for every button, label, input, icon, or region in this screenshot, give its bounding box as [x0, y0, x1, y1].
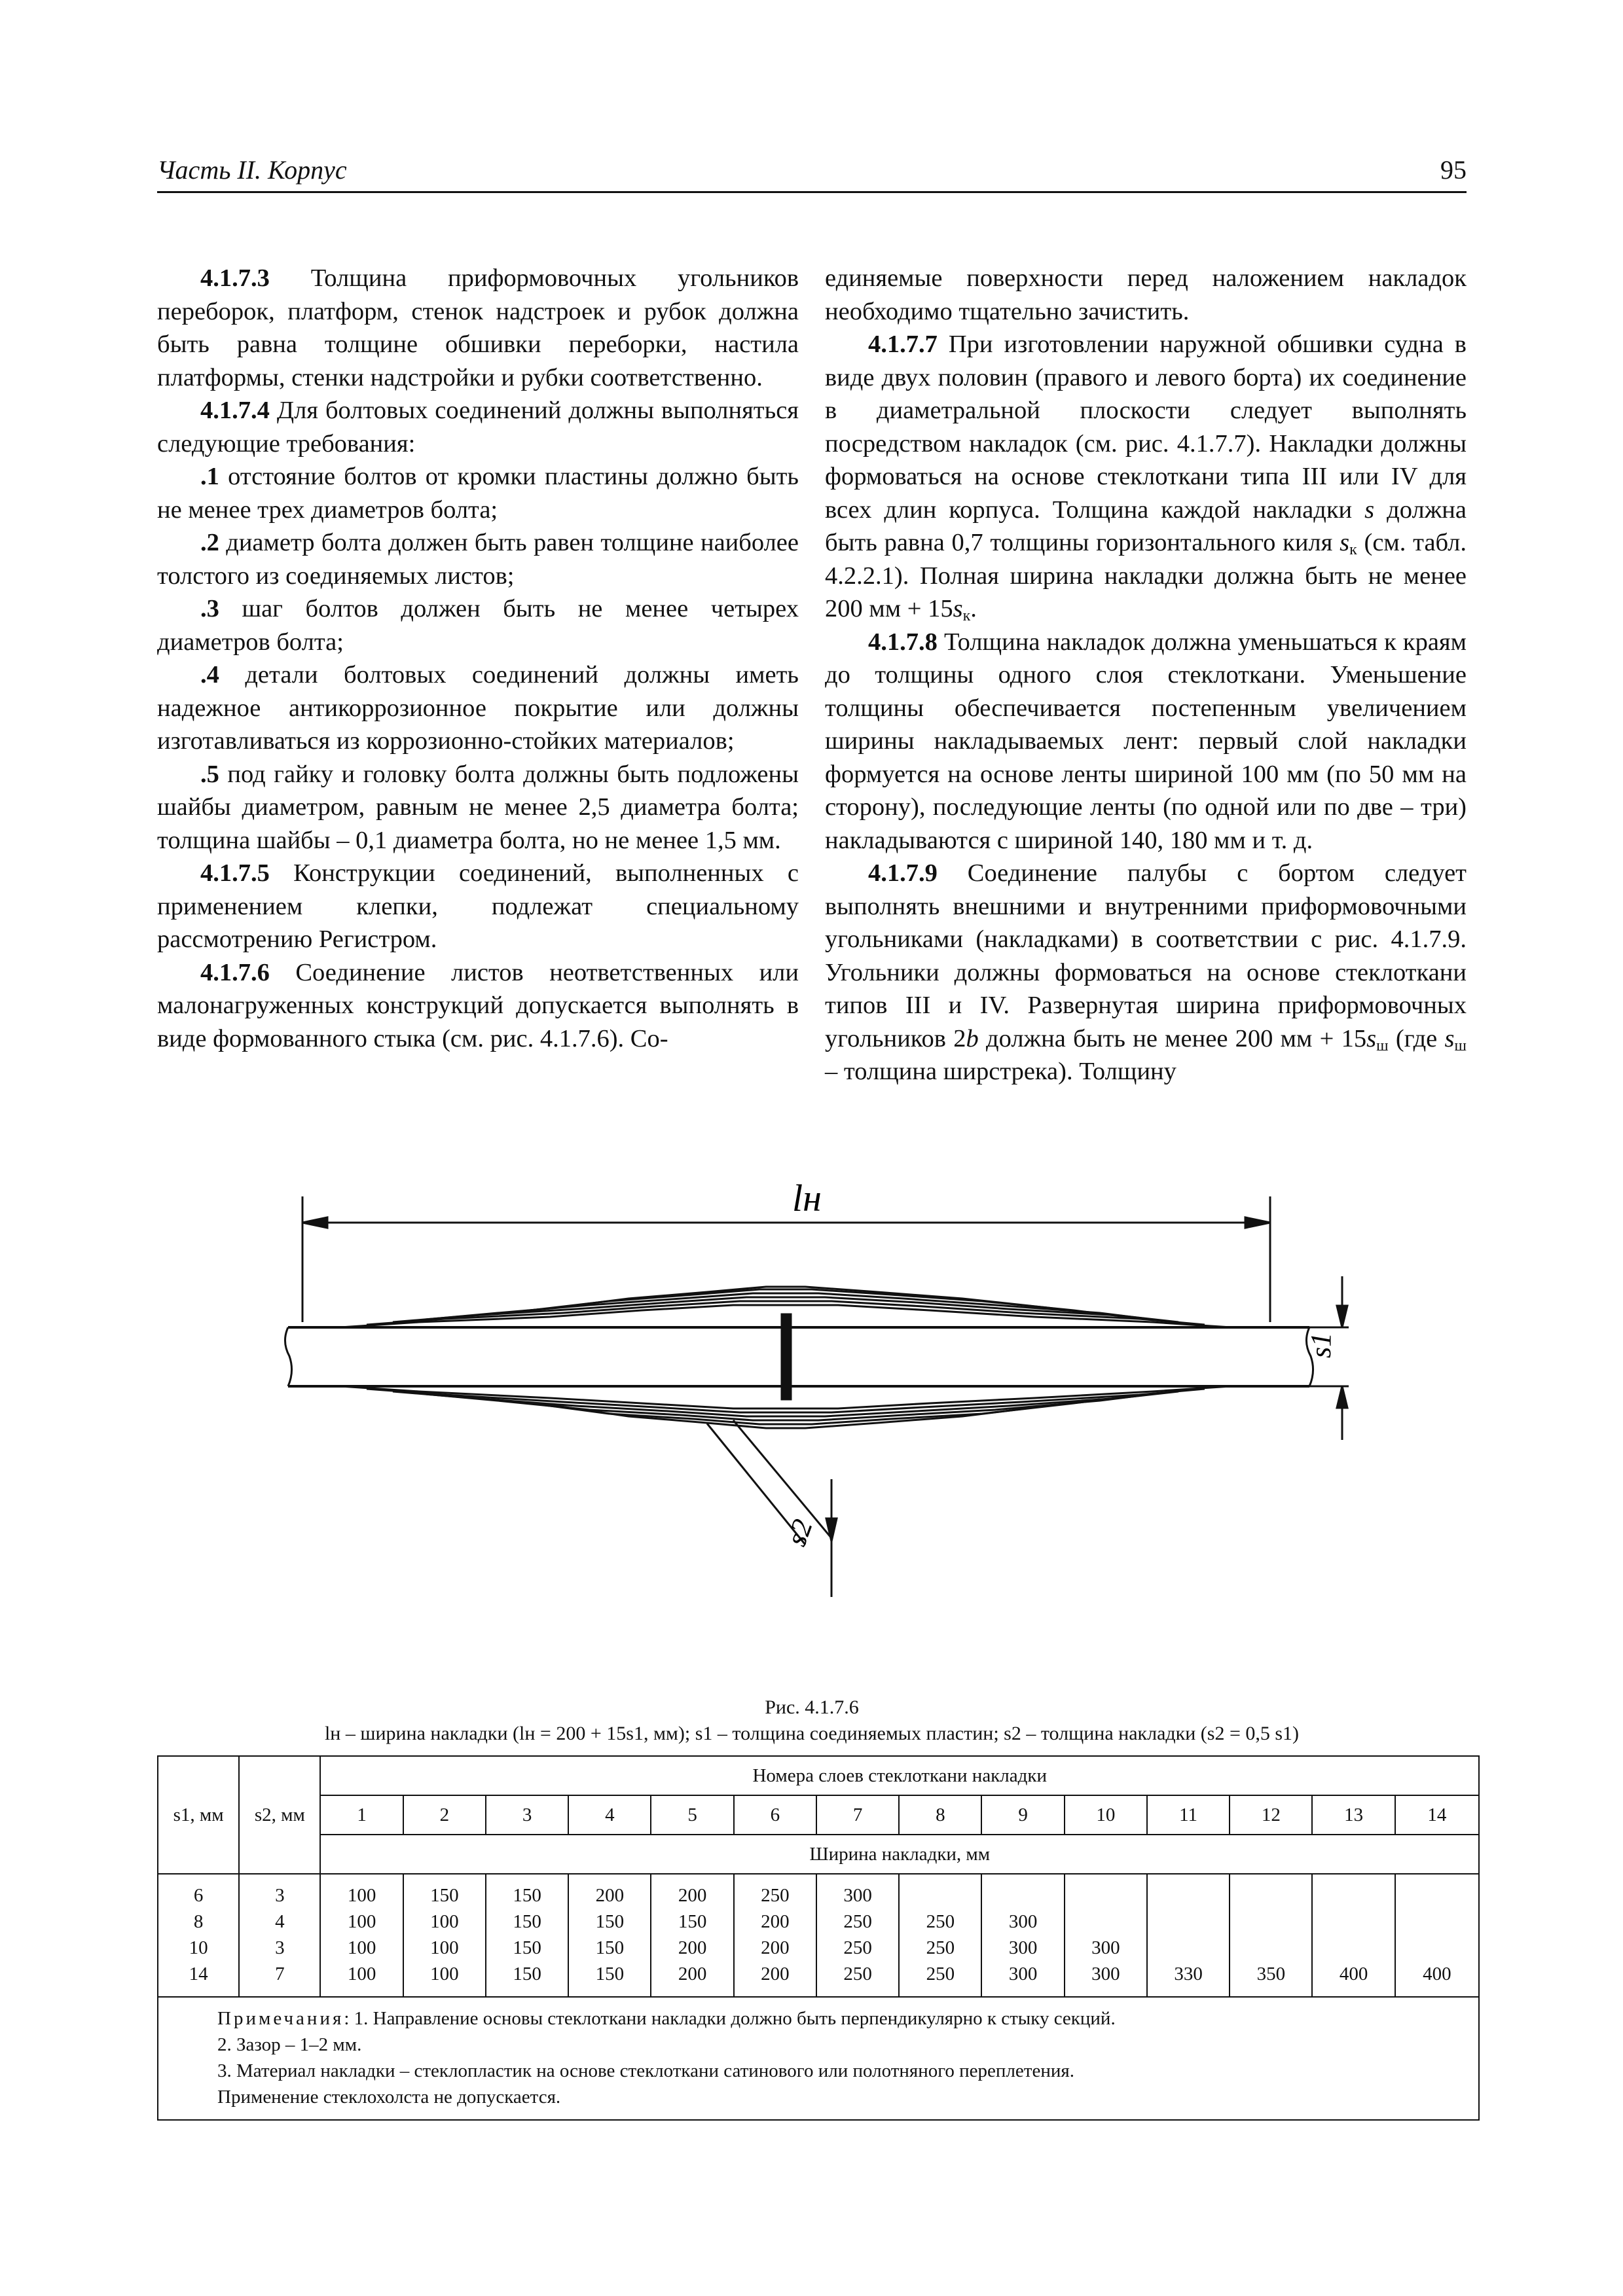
- layer-number-cell: 6: [734, 1795, 816, 1835]
- cell-width: [1395, 1935, 1479, 1961]
- label-s1: s1: [1305, 1332, 1337, 1358]
- clause-text: (где: [1388, 1024, 1445, 1052]
- cell-width: 100: [320, 1909, 403, 1935]
- table-notes: [158, 1997, 1479, 2120]
- cell-width: 100: [320, 1961, 403, 1997]
- symbol-s: s: [1340, 529, 1350, 556]
- left-column: [157, 262, 799, 1055]
- paragraph-4-1-7-6: [157, 956, 799, 1056]
- cell-width: 250: [816, 1909, 899, 1935]
- subscript: к: [962, 607, 971, 624]
- cell-width: [981, 1874, 1064, 1909]
- header-s1: s1, мм: [158, 1756, 239, 1874]
- layer-number-cell: 10: [1065, 1795, 1147, 1835]
- cell-width: 150: [651, 1909, 733, 1935]
- clause-text: (см. табл. 4.2.2.1). Полная ширина накладки должна быть не менее 200 мм + 15: [825, 529, 1467, 622]
- page-number: 95: [1440, 155, 1467, 185]
- joint-gap: [782, 1314, 791, 1399]
- arrow-left-icon: [302, 1217, 327, 1228]
- symbol-s: s: [1366, 1024, 1377, 1052]
- cell-width: 300: [981, 1909, 1064, 1935]
- cell-width: 200: [651, 1874, 733, 1909]
- cell-width: 150: [568, 1961, 651, 1997]
- header-width: Ширина накладки, мм: [320, 1835, 1479, 1874]
- part-title: Часть II. Корпус: [157, 155, 347, 185]
- table-row: [158, 1874, 1479, 1909]
- cell-width: 150: [403, 1874, 486, 1909]
- butt-joint-drawing: [275, 1165, 1362, 1610]
- note-2: 2. Зазор – 1–2 мм.: [217, 2034, 362, 2055]
- clause-text: Толщина приформовочных угольников переборок, платформ, стенок надстроек и рубок должна быть равна толщине обшивки переборки, настила платформы, стенки надстройки и рубки соответственно.: [157, 264, 799, 391]
- cell-width: 150: [486, 1935, 568, 1961]
- clause-text: При изготовлении наружной обшивки судна в виде двух половин (правого и левого борта) их соединение в диаметральной плоскости следует выполнять посредством накладок (см. рис. 4.1.7.7). Накладки должны формоваться на основе стеклоткани типа III или IV для всех длин корпуса. Толщина каждой накладки: [825, 331, 1467, 524]
- cell-width: 300: [1065, 1935, 1147, 1961]
- table-row: [158, 1961, 1479, 1997]
- cell-width: [899, 1874, 981, 1909]
- clause-number: 4.1.7.7: [868, 331, 938, 358]
- label-s2: s2: [780, 1515, 819, 1551]
- note-3: 3. Материал накладки – стеклопластик на основе стеклоткани сатинового или полотняного переплетения.: [217, 2060, 1074, 2081]
- cell-width: 250: [816, 1961, 899, 1997]
- layer-number-cell: 14: [1395, 1795, 1479, 1835]
- item-number: .1: [200, 463, 219, 490]
- cell-width: 200: [651, 1935, 733, 1961]
- layer-number-cell: 11: [1147, 1795, 1230, 1835]
- cell-width: 400: [1312, 1961, 1395, 1997]
- item-number: .5: [200, 760, 219, 788]
- figure-caption-text: lн – ширина накладки (lн = 200 + 15s1, мм); s1 – толщина соединяемых пластин; s2 – толщина накладки (s2 = 0,5 s1): [324, 1723, 1300, 1744]
- cell-width: [1065, 1909, 1147, 1935]
- cell-width: 250: [816, 1935, 899, 1961]
- cell-width: 400: [1395, 1961, 1479, 1997]
- cell-width: [1395, 1874, 1479, 1909]
- clause-text: должна быть равна 0,7 толщины горизонтального киля: [825, 495, 1467, 556]
- clause-text: Соединение палубы с бортом следует выполнять внешними и внутренними приформовочными угольниками (накладками) в соответствии с рис. 4.1.7.9. Угольники должны формоваться на основе стеклоткани типов III и IV. Развернутая ширина приформовочных угольников 2: [825, 859, 1467, 1052]
- item-text: диаметр болта должен быть равен толщине наиболее толстого из соединяемых листов;: [157, 529, 799, 590]
- cell-width: 200: [568, 1874, 651, 1909]
- cell-s1: 8: [158, 1909, 239, 1935]
- item-text: под гайку и головку болта должны быть подложены шайбы диаметром, равным не менее 2,5 диаметра болта; толщина шайбы – 0,1 диаметра болта, но не менее 1,5 мм.: [157, 760, 799, 854]
- cell-width: 300: [981, 1935, 1064, 1961]
- cell-width: 250: [899, 1961, 981, 1997]
- cell-s2: 7: [239, 1961, 320, 1997]
- item-number: .4: [200, 661, 219, 689]
- paragraph-4-1-7-4: [157, 394, 799, 460]
- note-1: : 1. Направление основы стеклоткани накладки должно быть перпендикулярно к стыку секций.: [344, 2008, 1116, 2029]
- right-column: [825, 262, 1467, 1088]
- cell-s2: 3: [239, 1874, 320, 1909]
- cell-width: 150: [568, 1909, 651, 1935]
- list-item-2: [157, 526, 799, 592]
- cell-width: 350: [1230, 1961, 1312, 1997]
- break-line-left: [285, 1327, 291, 1386]
- clause-number: 4.1.7.5: [200, 859, 270, 887]
- subscript: ш: [1376, 1037, 1389, 1054]
- cell-width: 250: [899, 1909, 981, 1935]
- layer-number-cell: 7: [816, 1795, 899, 1835]
- clause-number: 4.1.7.9: [868, 859, 938, 887]
- clause-text: Конструкции соединений, выполненных с применением клепки, подлежат специальному рассмотрению Регистром.: [157, 859, 799, 953]
- item-text: детали болтовых соединений должны иметь надежное антикоррозионное покрытие или должны изготавливаться из коррозионно-стойких материалов;: [157, 661, 799, 755]
- clause-text: – толщина ширстрека). Толщину: [825, 1058, 1176, 1085]
- list-item-4: [157, 658, 799, 758]
- layer-number-cell: 8: [899, 1795, 981, 1835]
- item-number: .2: [200, 529, 219, 556]
- cell-width: [1312, 1874, 1395, 1909]
- clause-text: Толщина накладок должна уменьшаться к краям до толщины одного слоя стеклоткани. Уменьшение толщины обеспечивается постепенным увеличением ширины накладываемых лент: первый слой накладки формуется на основе ленты шириной 100 мм (по 50 мм на сторону), последующие ленты (по одной или по две – три) накладываются с шириной 140, 180 мм и т. д.: [825, 628, 1467, 854]
- layer-number-row: [158, 1795, 1479, 1835]
- page-header: [157, 152, 1467, 193]
- cell-width: 200: [734, 1935, 816, 1961]
- header-s2: s2, мм: [239, 1756, 320, 1874]
- cell-width: 300: [981, 1961, 1064, 1997]
- header-layers: Номера слоев стеклоткани накладки: [320, 1756, 1479, 1795]
- clause-text: Для болтовых соединений должны выполняться следующие требования:: [157, 397, 799, 457]
- cell-width: 100: [403, 1935, 486, 1961]
- note-4: Применение стеклохолста не допускается.: [217, 2087, 561, 2108]
- cell-width: 200: [734, 1909, 816, 1935]
- layer-number-cell: 2: [403, 1795, 486, 1835]
- list-item-1: [157, 460, 799, 526]
- symbol-b: b: [966, 1024, 979, 1052]
- paragraph-4-1-7-5: [157, 857, 799, 956]
- item-text: шаг болтов должен быть не менее четырех диаметров болта;: [157, 595, 799, 656]
- cell-width: [1065, 1874, 1147, 1909]
- cell-width: 150: [486, 1874, 568, 1909]
- s2-leader-2: [733, 1420, 831, 1538]
- item-text: отстояние болтов от кромки пластины должно быть не менее трех диаметров болта;: [157, 463, 799, 524]
- symbol-s: s: [953, 595, 963, 622]
- cell-width: 330: [1147, 1961, 1230, 1997]
- cell-width: 150: [486, 1961, 568, 1997]
- cell-width: [1312, 1909, 1395, 1935]
- table-row: [158, 1935, 1479, 1961]
- clause-text: Соединение листов неответственных или малонагруженных конструкций допускается выполнять в виде формованного стыка (см. рис. 4.1.7.6). Со-: [157, 958, 799, 1052]
- paragraph-4-1-7-9: [825, 857, 1467, 1088]
- figure-caption-title: Рис. 4.1.7.6: [765, 1696, 859, 1718]
- layer-number-cell: 5: [651, 1795, 733, 1835]
- symbol-s: s: [1444, 1024, 1455, 1052]
- arrow-down-icon: [1337, 1306, 1347, 1327]
- cell-width: [1230, 1909, 1312, 1935]
- arrow-down-icon: [826, 1518, 837, 1541]
- cell-width: [1395, 1909, 1479, 1935]
- cell-width: 300: [1065, 1961, 1147, 1997]
- arrow-up-icon: [1337, 1386, 1347, 1408]
- cell-width: [1147, 1874, 1230, 1909]
- list-item-5: [157, 758, 799, 857]
- table-body: [158, 1874, 1479, 1997]
- table-row: [158, 1909, 1479, 1935]
- cell-s2: 3: [239, 1935, 320, 1961]
- clause-number: 4.1.7.6: [200, 958, 270, 986]
- layer-number-cell: 12: [1230, 1795, 1312, 1835]
- cell-width: 300: [816, 1874, 899, 1909]
- cell-width: 150: [486, 1909, 568, 1935]
- list-item-3: [157, 592, 799, 658]
- cell-width: 100: [320, 1935, 403, 1961]
- cell-width: [1230, 1874, 1312, 1909]
- cell-width: [1230, 1935, 1312, 1961]
- arrow-right-icon: [1245, 1217, 1270, 1228]
- cell-s1: 6: [158, 1874, 239, 1909]
- cell-width: 100: [403, 1961, 486, 1997]
- clause-text: должна быть не менее 200 мм + 15: [978, 1024, 1367, 1052]
- subscript: ш: [1454, 1037, 1467, 1054]
- label-lh: lн: [792, 1177, 822, 1219]
- cell-s1: 10: [158, 1935, 239, 1961]
- continued-text: единяемые поверхности перед наложением накладок необходимо тщательно зачистить.: [825, 264, 1467, 325]
- cell-width: 150: [568, 1935, 651, 1961]
- cell-width: [1147, 1935, 1230, 1961]
- paragraph-4-1-7-3: [157, 262, 799, 394]
- layer-number-cell: 9: [981, 1795, 1064, 1835]
- layer-number-cell: 3: [486, 1795, 568, 1835]
- clause-number: 4.1.7.8: [868, 628, 938, 656]
- layer-number-cell: 4: [568, 1795, 651, 1835]
- symbol-s: s: [1364, 495, 1375, 524]
- cell-width: [1312, 1935, 1395, 1961]
- clause-number: 4.1.7.4: [200, 397, 270, 424]
- cell-width: 200: [651, 1961, 733, 1997]
- item-number: .3: [200, 595, 219, 622]
- subscript: к: [1349, 541, 1357, 558]
- cell-width: 100: [320, 1874, 403, 1909]
- paragraph-4-1-7-7: [825, 328, 1467, 626]
- layer-number-cell: 13: [1312, 1795, 1395, 1835]
- clause-text: .: [970, 595, 977, 622]
- cell-width: [1147, 1909, 1230, 1935]
- cell-s1: 14: [158, 1961, 239, 1997]
- cell-s2: 4: [239, 1909, 320, 1935]
- notes-label: Примечания: [217, 2008, 344, 2029]
- paragraph-4-1-7-8: [825, 626, 1467, 857]
- clause-number: 4.1.7.3: [200, 264, 270, 292]
- cell-width: 250: [734, 1874, 816, 1909]
- overlay-width-table: [157, 1755, 1480, 2121]
- layer-number-cell: 1: [320, 1795, 403, 1835]
- cell-width: 100: [403, 1909, 486, 1935]
- cell-width: 200: [734, 1961, 816, 1997]
- cell-width: 250: [899, 1935, 981, 1961]
